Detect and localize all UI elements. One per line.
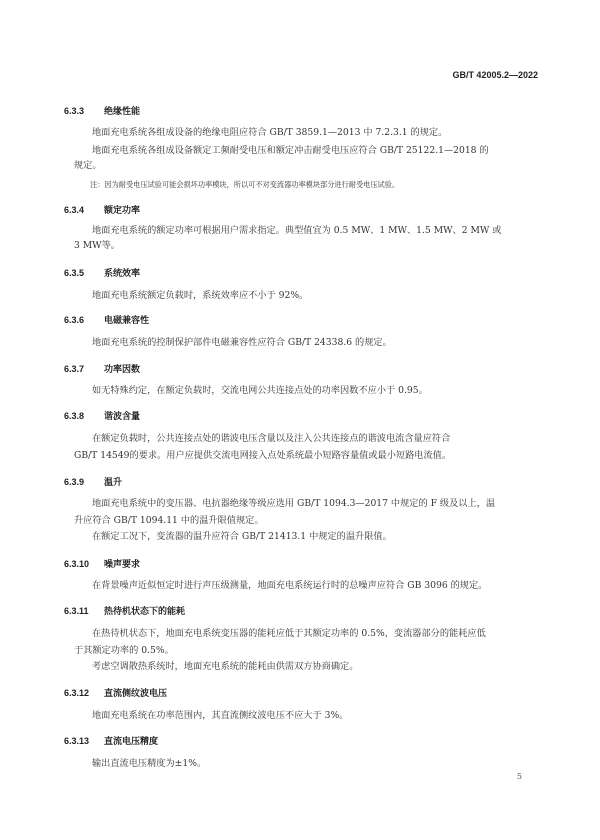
section-heading-6-3-9 xyxy=(64,475,122,488)
paragraph xyxy=(74,287,542,305)
paragraph xyxy=(74,495,542,530)
paragraph-line: 升应符合 GB/T 1094.11 中的温升限值规定。 xyxy=(74,515,264,526)
paragraph-line: 在额定工况下，变流器的温升应符合 GB/T 21413.1 中规定的温升限值。 xyxy=(92,531,392,542)
section-title: 热待机状态下的能耗 xyxy=(104,606,186,616)
paragraph-line: 3 MW等。 xyxy=(74,240,120,251)
paragraph xyxy=(74,707,542,725)
paragraph xyxy=(74,577,542,595)
section-heading-6-3-4 xyxy=(64,203,140,216)
section-heading-6-3-11 xyxy=(64,604,185,617)
standard-number: GB/T 42005.2—2022 xyxy=(452,70,538,80)
section-title: 电磁兼容性 xyxy=(104,315,150,325)
paragraph-line: 在额定负载时，公共连接点处的谐波电压含量以及注入公共连接点的谐波电流含量应符合 xyxy=(92,433,451,444)
section-number: 6.3.8 xyxy=(64,411,85,421)
section-number: 6.3.10 xyxy=(64,559,90,569)
section-number: 6.3.5 xyxy=(64,268,85,278)
paragraph xyxy=(74,430,542,465)
section-title: 噪声要求 xyxy=(104,559,141,569)
section-number: 6.3.3 xyxy=(64,106,85,116)
section-heading-6-3-10 xyxy=(64,557,140,570)
section-heading-6-3-13 xyxy=(64,734,158,747)
paragraph-line: 地面充电系统额定负载时，系统效率应不小于 92%。 xyxy=(92,290,309,301)
paragraph-line: 在背景噪声近似恒定时进行声压级测量，地面充电系统运行时的总噪声应符合 GB 3096 的规定。 xyxy=(92,580,488,591)
paragraph-line: 地面充电系统在功率范围内，其直流侧纹波电压不应大于 3%。 xyxy=(92,710,349,721)
paragraph-line: 如无特殊约定，在额定负载时，交流电网公共连接点处的功率因数不应小于 0.95。 xyxy=(92,385,428,396)
paragraph-line: 输出直流电压精度为±1%。 xyxy=(92,758,207,769)
paragraph xyxy=(74,124,542,142)
paragraph-line: 地面充电系统中的变压器、电抗器绝缘等级应选用 GB/T 1094.3—2017 中规定的 F 级及以上，温 xyxy=(92,498,496,509)
paragraph-line: 地面充电系统的控制保护部件电磁兼容性应符合 GB/T 24338.6 的规定。 xyxy=(92,337,392,348)
section-title: 系统效率 xyxy=(104,268,141,278)
section-number: 6.3.12 xyxy=(64,688,90,698)
section-heading-6-3-7 xyxy=(64,362,140,375)
paragraph xyxy=(74,528,542,546)
paragraph-line: 地面充电系统各组成设备额定工频耐受电压和额定冲击耐受电压应符合 GB/T 25122.1—2018 的 xyxy=(92,145,489,156)
section-heading-6-3-6 xyxy=(64,313,149,326)
paragraph-line: 地面充电系统各组成设备的绝缘电阻应符合 GB/T 3859.1—2013 中 7.2.3.1 的规定。 xyxy=(92,127,448,138)
section-heading-6-3-8 xyxy=(64,409,140,422)
section-title: 额定功率 xyxy=(104,205,141,215)
section-title: 功率因数 xyxy=(104,364,141,374)
paragraph xyxy=(74,142,542,175)
paragraph xyxy=(74,222,542,255)
section-number: 6.3.4 xyxy=(64,205,85,215)
section-number: 6.3.11 xyxy=(64,606,89,616)
section-title: 谐波含量 xyxy=(104,411,141,421)
paragraph-line: 于其额定功率的 0.5%。 xyxy=(74,645,174,656)
paragraph xyxy=(74,625,542,660)
paragraph-line: 规定。 xyxy=(74,160,102,171)
section-number: 6.3.7 xyxy=(64,364,85,374)
paragraph-line: 考虑空调散热系统时，地面充电系统的能耗由供需双方协商确定。 xyxy=(92,661,359,672)
section-number: 6.3.13 xyxy=(64,736,90,746)
paragraph-line: GB/T 14549的要求。用户应提供交流电网接入点处系统最小短路容量值或最小短路电流值。 xyxy=(74,450,452,461)
paragraph xyxy=(74,382,542,400)
section-number: 6.3.6 xyxy=(64,315,85,325)
paragraph xyxy=(74,658,542,676)
section-title: 直流侧纹波电压 xyxy=(104,688,168,698)
paragraph xyxy=(74,334,542,352)
section-title: 绝缘性能 xyxy=(104,106,141,116)
paragraph-line: 在热待机状态下，地面充电系统变压器的能耗应低于其额定功率的 0.5%，变流器部分的能耗应低 xyxy=(92,628,486,639)
note: 注：因为耐受电压试验可能会损坏功率模块，所以可不对变流器功率模块部分进行耐受电压试验。 xyxy=(90,180,400,189)
page-number: 5 xyxy=(516,772,522,781)
section-heading-6-3-5 xyxy=(64,266,140,279)
paragraph xyxy=(74,755,542,773)
section-number: 6.3.9 xyxy=(64,477,85,487)
paragraph-line: 地面充电系统的额定功率可根据用户需求指定。典型值宜为 0.5 MW、1 MW、1.5 MW、2 MW 或 xyxy=(92,225,502,236)
section-heading-6-3-12 xyxy=(64,686,167,699)
section-heading-6-3-3 xyxy=(64,104,140,117)
section-title: 直流电压精度 xyxy=(104,736,159,746)
section-title: 温升 xyxy=(104,477,123,487)
